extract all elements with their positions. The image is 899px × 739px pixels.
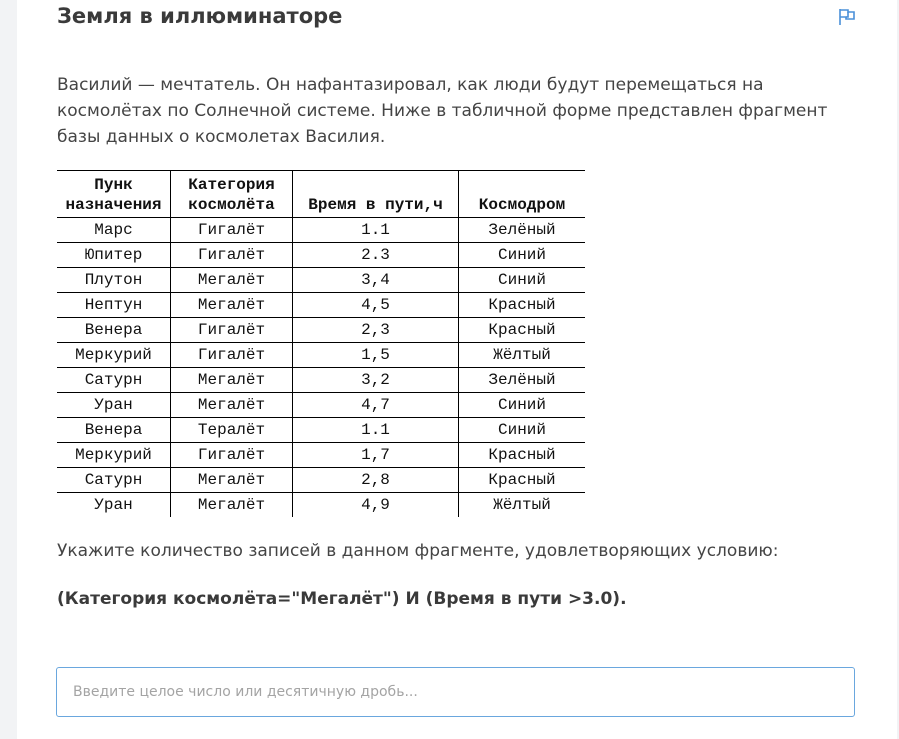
cell-destination: Уран: [57, 493, 171, 518]
cell-time: 4,5: [293, 293, 459, 318]
cell-category: Гигалёт: [171, 343, 293, 368]
cell-time: 1,7: [293, 443, 459, 468]
cell-time: 1.1: [293, 418, 459, 443]
header-destination-line2: назначения: [65, 196, 162, 214]
cell-time: 2,3: [293, 318, 459, 343]
cell-category: Тералёт: [171, 418, 293, 443]
cell-destination: Плутон: [57, 268, 171, 293]
task-question: Укажите количество записей в данном фрагменте, удовлетворяющих условию:: [57, 541, 779, 561]
cell-spaceport: Жёлтый: [493, 496, 551, 514]
cell-category: Мегалёт: [171, 293, 293, 318]
cell-time: 1.1: [293, 218, 459, 243]
table-row: [57, 268, 585, 293]
header-spaceport: Космодром: [459, 171, 586, 218]
cell-spaceport: Красный: [459, 293, 586, 318]
cell-destination: Меркурий: [57, 343, 171, 368]
cell-spaceport: Зелёный: [459, 218, 586, 243]
cell-destination: Юпитер: [57, 243, 171, 268]
task-condition: (Категория космолёта="Мегалёт") И (Время в пути >3.0).: [57, 589, 627, 609]
cell-category: Гигалёт: [171, 218, 293, 243]
table-row: [57, 443, 585, 468]
table-row: [57, 493, 585, 518]
cell-category: Мегалёт: [171, 493, 293, 518]
cell-category: Мегалёт: [171, 393, 293, 418]
cell-category: Мегалёт: [171, 268, 293, 293]
cell-time: 3,4: [293, 268, 459, 293]
header-category: [171, 171, 293, 218]
header-destination-line1: Пунк: [94, 176, 133, 194]
cell-spaceport: Синий: [459, 268, 586, 293]
table-row: [57, 418, 585, 443]
cell-destination: Нептун: [57, 293, 171, 318]
cell-time: 4,9: [293, 493, 459, 518]
cell-destination: Меркурий: [57, 443, 171, 468]
cell-spaceport: Красный: [459, 468, 586, 493]
cell-destination: Марс: [57, 218, 171, 243]
cell-spaceport: Зелёный: [459, 368, 586, 393]
answer-input[interactable]: [56, 667, 855, 717]
header-category-line1: Категория: [188, 176, 275, 194]
cell-category: Гигалёт: [171, 243, 293, 268]
cell-destination: Венера: [57, 318, 171, 343]
cell-time: 4,7: [293, 393, 459, 418]
table-row: [57, 243, 585, 268]
cell-spaceport: Синий: [459, 393, 586, 418]
cell-category: Мегалёт: [171, 468, 293, 493]
cell-spaceport: Жёлтый: [459, 343, 586, 368]
header-destination: [57, 171, 171, 218]
table-row: [57, 293, 585, 318]
cell-destination: Сатурн: [57, 468, 171, 493]
cell-spaceport: Синий: [459, 243, 586, 268]
table-header-row: [57, 171, 585, 218]
cell-category: Гигалёт: [171, 318, 293, 343]
task-title: Земля в иллюминаторе: [57, 4, 343, 28]
task-card: [17, 0, 897, 739]
cell-time: 1,5: [293, 343, 459, 368]
table-row: [57, 468, 585, 493]
task-intro: Василий — мечтатель. Он нафантазировал, как люди будут перемещаться на космолётах по Солнечной системе. Ниже в табличной форме представлен фрагмент базы данных о космолетах Василия.: [57, 75, 828, 147]
cell-destination: Венера: [57, 418, 171, 443]
cell-time: 2,8: [293, 468, 459, 493]
header-category-line2: космолёта: [188, 196, 275, 214]
cell-spaceport: Красный: [459, 443, 586, 468]
table-row: [57, 343, 585, 368]
spaceship-table: [57, 170, 585, 517]
cell-category: Мегалёт: [171, 368, 293, 393]
cell-time: 2.3: [293, 243, 459, 268]
header-time: Время в пути,ч: [293, 171, 459, 218]
table-row: [57, 368, 585, 393]
cell-spaceport: Красный: [459, 318, 586, 343]
cell-time: 3,2: [293, 368, 459, 393]
cell-spaceport: Синий: [459, 418, 586, 443]
table-row: [57, 318, 585, 343]
table-body: [57, 218, 585, 518]
cell-category: Гигалёт: [171, 443, 293, 468]
table-row: [57, 393, 585, 418]
flag-icon[interactable]: [838, 8, 856, 26]
cell-destination: Сатурн: [57, 368, 171, 393]
table-row: [57, 218, 585, 243]
cell-destination: Уран: [57, 393, 171, 418]
